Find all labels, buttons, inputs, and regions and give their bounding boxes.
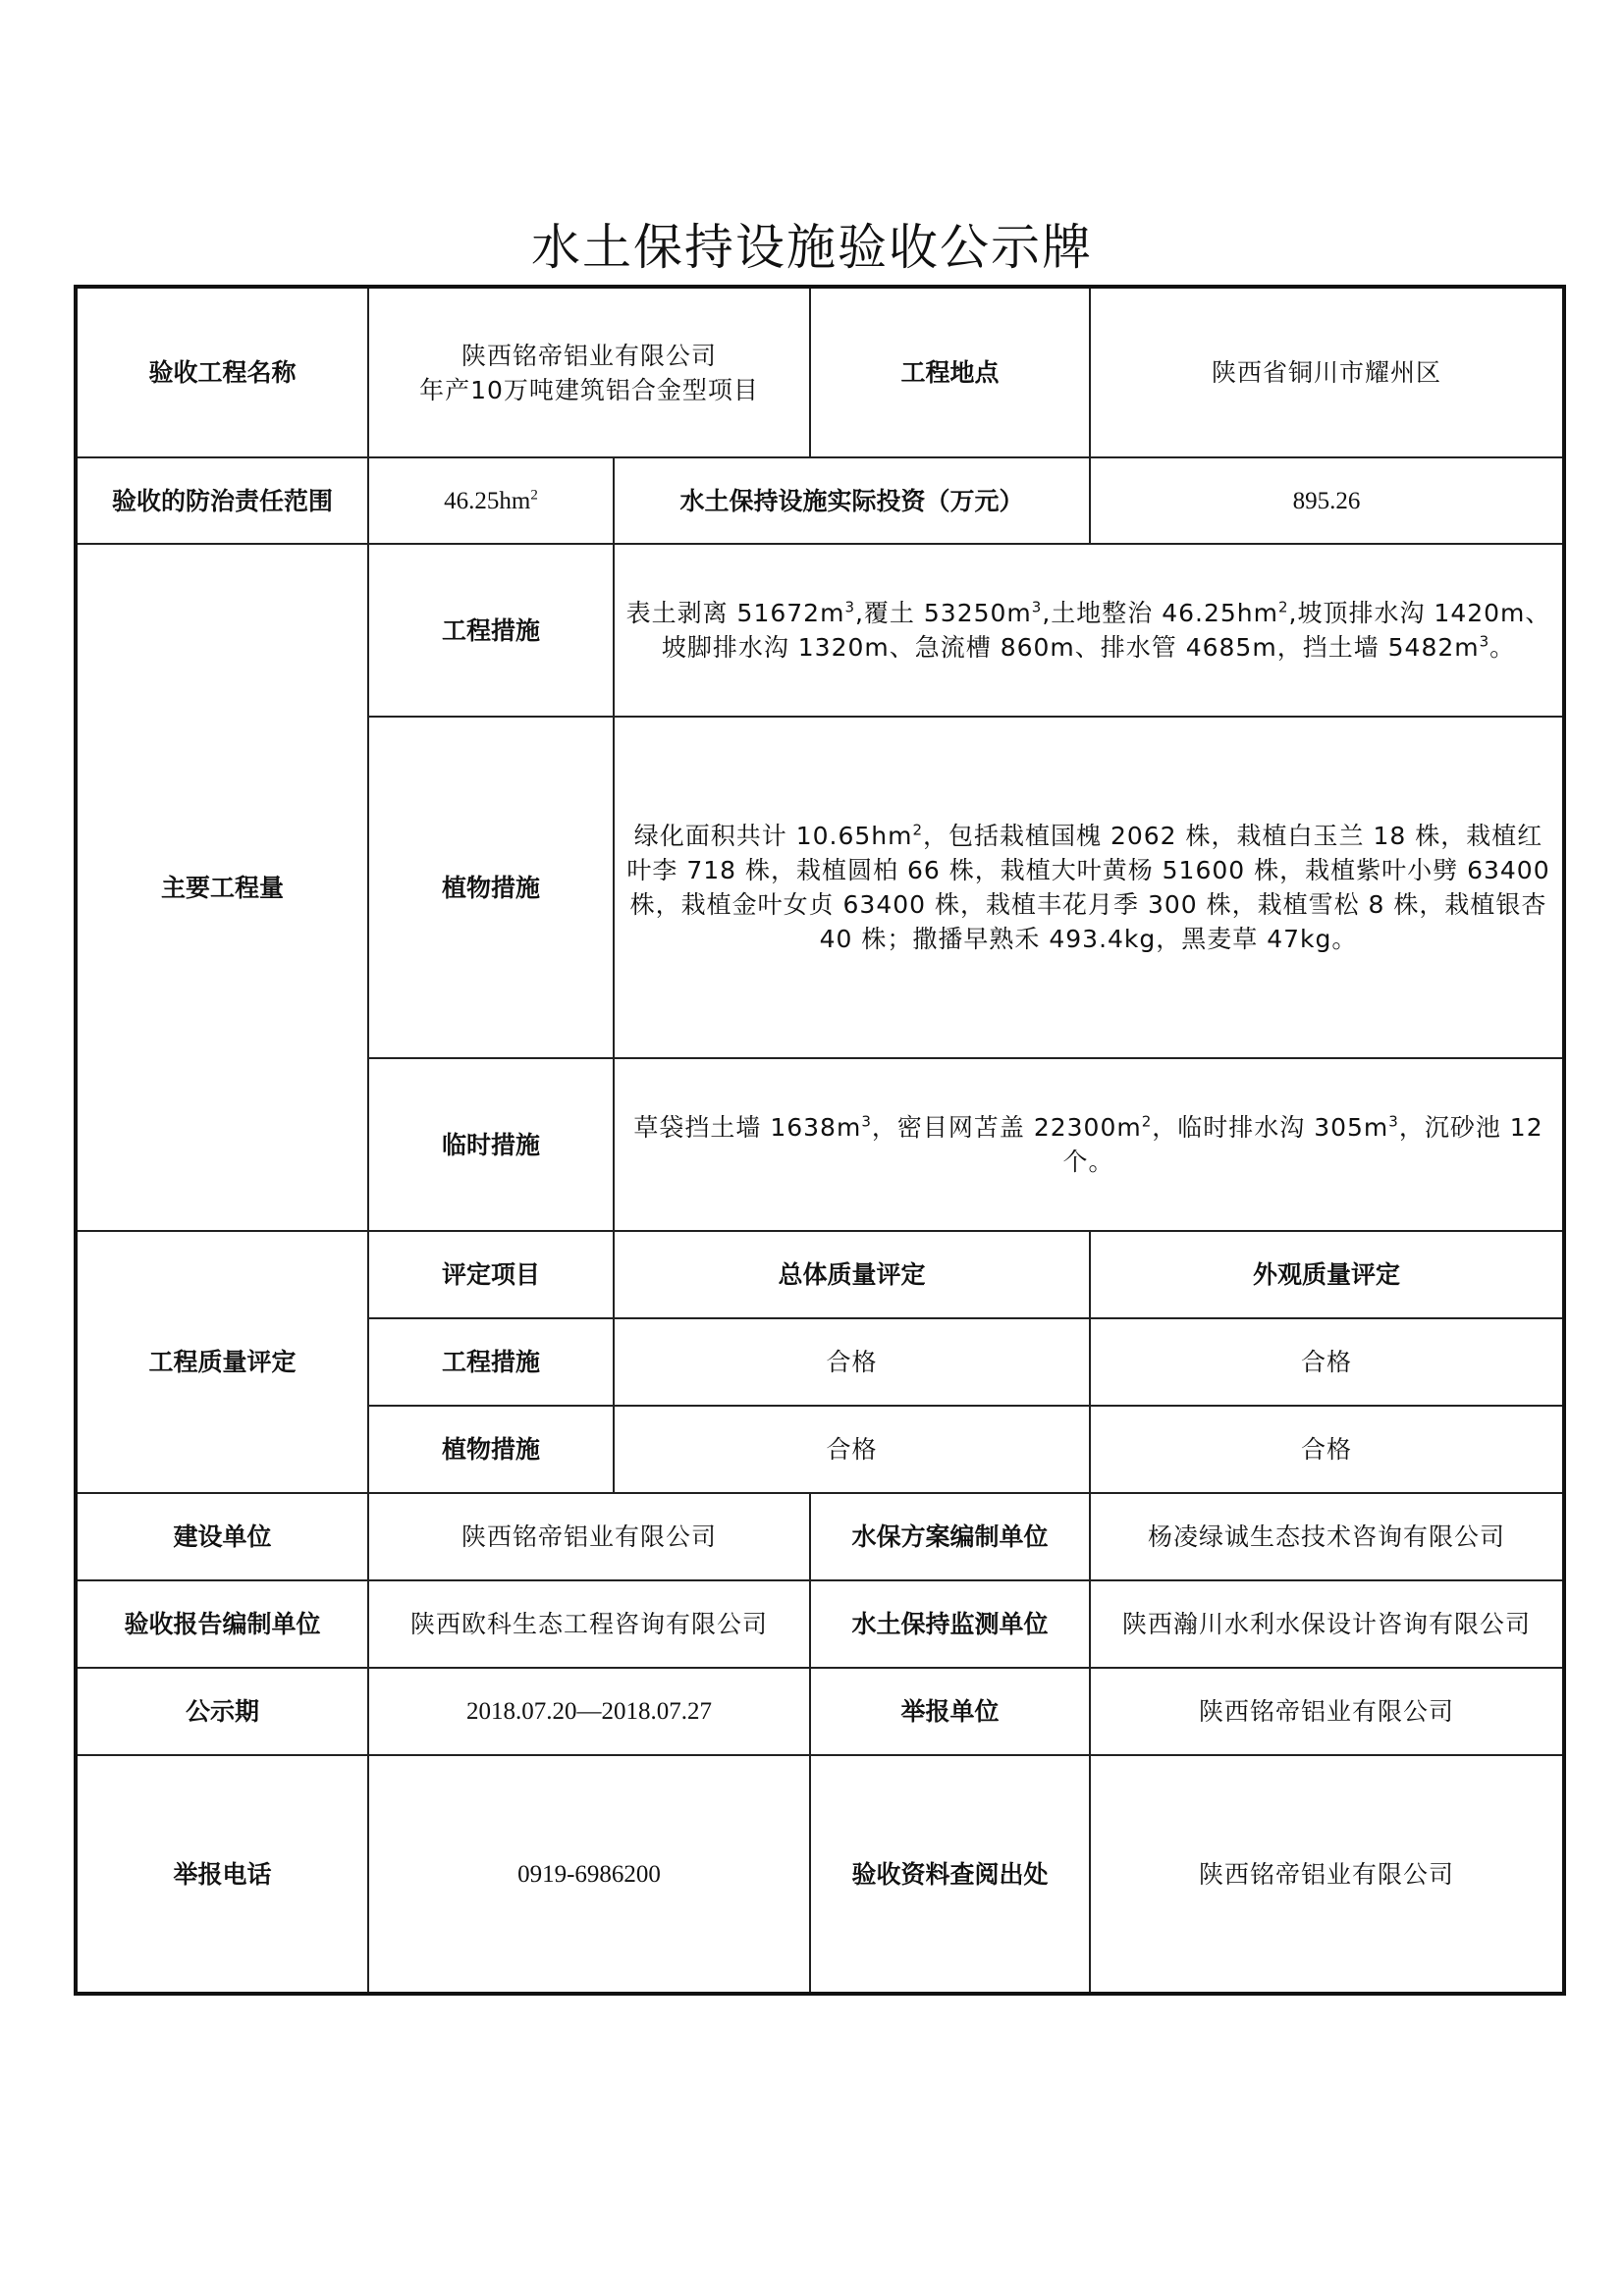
quantities-label: 主要工程量 xyxy=(76,544,368,1231)
builder-value: 陕西铭帝铝业有限公司 xyxy=(368,1493,810,1580)
plan-unit-label: 水保方案编制单位 xyxy=(810,1493,1090,1580)
builder-label: 建设单位 xyxy=(76,1493,368,1580)
phone-label: 举报电话 xyxy=(76,1755,368,1994)
docs-value: 陕西铭帝铝业有限公司 xyxy=(1090,1755,1564,1994)
phone-value: 0919-6986200 xyxy=(368,1755,810,1994)
quality-row-overall: 合格 xyxy=(614,1406,1090,1493)
monitor-unit-label: 水土保持监测单位 xyxy=(810,1580,1090,1668)
report-unit-label: 验收报告编制单位 xyxy=(76,1580,368,1668)
report-row xyxy=(76,1580,1564,1668)
project-name-label: 验收工程名称 xyxy=(76,287,368,457)
quality-row-appearance: 合格 xyxy=(1090,1406,1564,1493)
location-label: 工程地点 xyxy=(810,287,1090,457)
builder-row xyxy=(76,1493,1564,1580)
period-row xyxy=(76,1668,1564,1755)
project-name-value xyxy=(368,287,810,457)
location-value: 陕西省铜川市耀州区 xyxy=(1090,287,1564,457)
plant-measures-label: 植物措施 xyxy=(368,717,614,1058)
quality-label: 工程质量评定 xyxy=(76,1231,368,1493)
scope-row xyxy=(76,457,1564,544)
investment-label: 水土保持设施实际投资（万元） xyxy=(614,457,1090,544)
period-label: 公示期 xyxy=(76,1668,368,1755)
quality-col-appearance: 外观质量评定 xyxy=(1090,1231,1564,1318)
quality-header-row xyxy=(76,1231,1564,1318)
report-unit-value: 陕西欧科生态工程咨询有限公司 xyxy=(368,1580,810,1668)
complaint-unit-value: 陕西铭帝铝业有限公司 xyxy=(1090,1668,1564,1755)
quality-col-item: 评定项目 xyxy=(368,1231,614,1318)
project-name-line1: 陕西铭帝铝业有限公司 xyxy=(461,341,718,370)
scope-value: $46.25hm^2$ xyxy=(368,457,614,544)
monitor-unit-value: 陕西瀚川水利水保设计咨询有限公司 xyxy=(1090,1580,1564,1668)
quality-row-appearance: 合格 xyxy=(1090,1318,1564,1406)
page-title: 水土保持设施验收公示牌 xyxy=(531,219,1093,276)
quality-row-item: 植物措施 xyxy=(368,1406,614,1493)
quality-row-item: 工程措施 xyxy=(368,1318,614,1406)
scope-label: 验收的防治责任范围 xyxy=(76,457,368,544)
engineering-measures-label: 工程措施 xyxy=(368,544,614,717)
phone-row xyxy=(76,1755,1564,1994)
period-value: 2018.07.20—2018.07.27 xyxy=(368,1668,810,1755)
plant-measures-text: 绿化面积共计 $10.65hm^2$，包括栽植国槐 2062 株，栽植白玉兰 18 株，栽植红叶李 718 株，栽植圆柏 66 株，栽植大叶黄杨 51600 株，栽植紫叶小劈 63400 株，栽植金叶女贞 63400 株，栽植丰花月季 300 株，栽植雪松 8 株，栽植银杏 40 株；撒播早熟禾 493.4kg，黑麦草 47kg。 xyxy=(614,717,1564,1058)
plan-unit-value: 杨凌绿诚生态技术咨询有限公司 xyxy=(1090,1493,1564,1580)
temp-measures-label: 临时措施 xyxy=(368,1058,614,1231)
project-name-line2: 年产10万吨建筑铝合金型项目 xyxy=(419,375,759,404)
complaint-unit-label: 举报单位 xyxy=(810,1668,1090,1755)
quality-row-overall: 合格 xyxy=(614,1318,1090,1406)
docs-label: 验收资料查阅出处 xyxy=(810,1755,1090,1994)
quality-col-overall: 总体质量评定 xyxy=(614,1231,1090,1318)
temp-measures-text: 草袋挡土墙 $1638m^3$，密目网苫盖 $22300m^2$，临时排水沟 $305m^3$，沉砂池 12 个。 xyxy=(614,1058,1564,1231)
project-row xyxy=(76,287,1564,457)
investment-value: 895.26 xyxy=(1090,457,1564,544)
engineering-measures-text: 表土剥离 $51672m^3$,覆土 $53250m^3$,土地整治 $46.25hm^2$,坡顶排水沟 1420m、坡脚排水沟 1320m、急流槽 860m、排水管 4685m，挡土墙 $5482m^3$。 xyxy=(614,544,1564,717)
engineering-measures-row xyxy=(76,544,1564,717)
notice-table xyxy=(74,285,1566,1996)
